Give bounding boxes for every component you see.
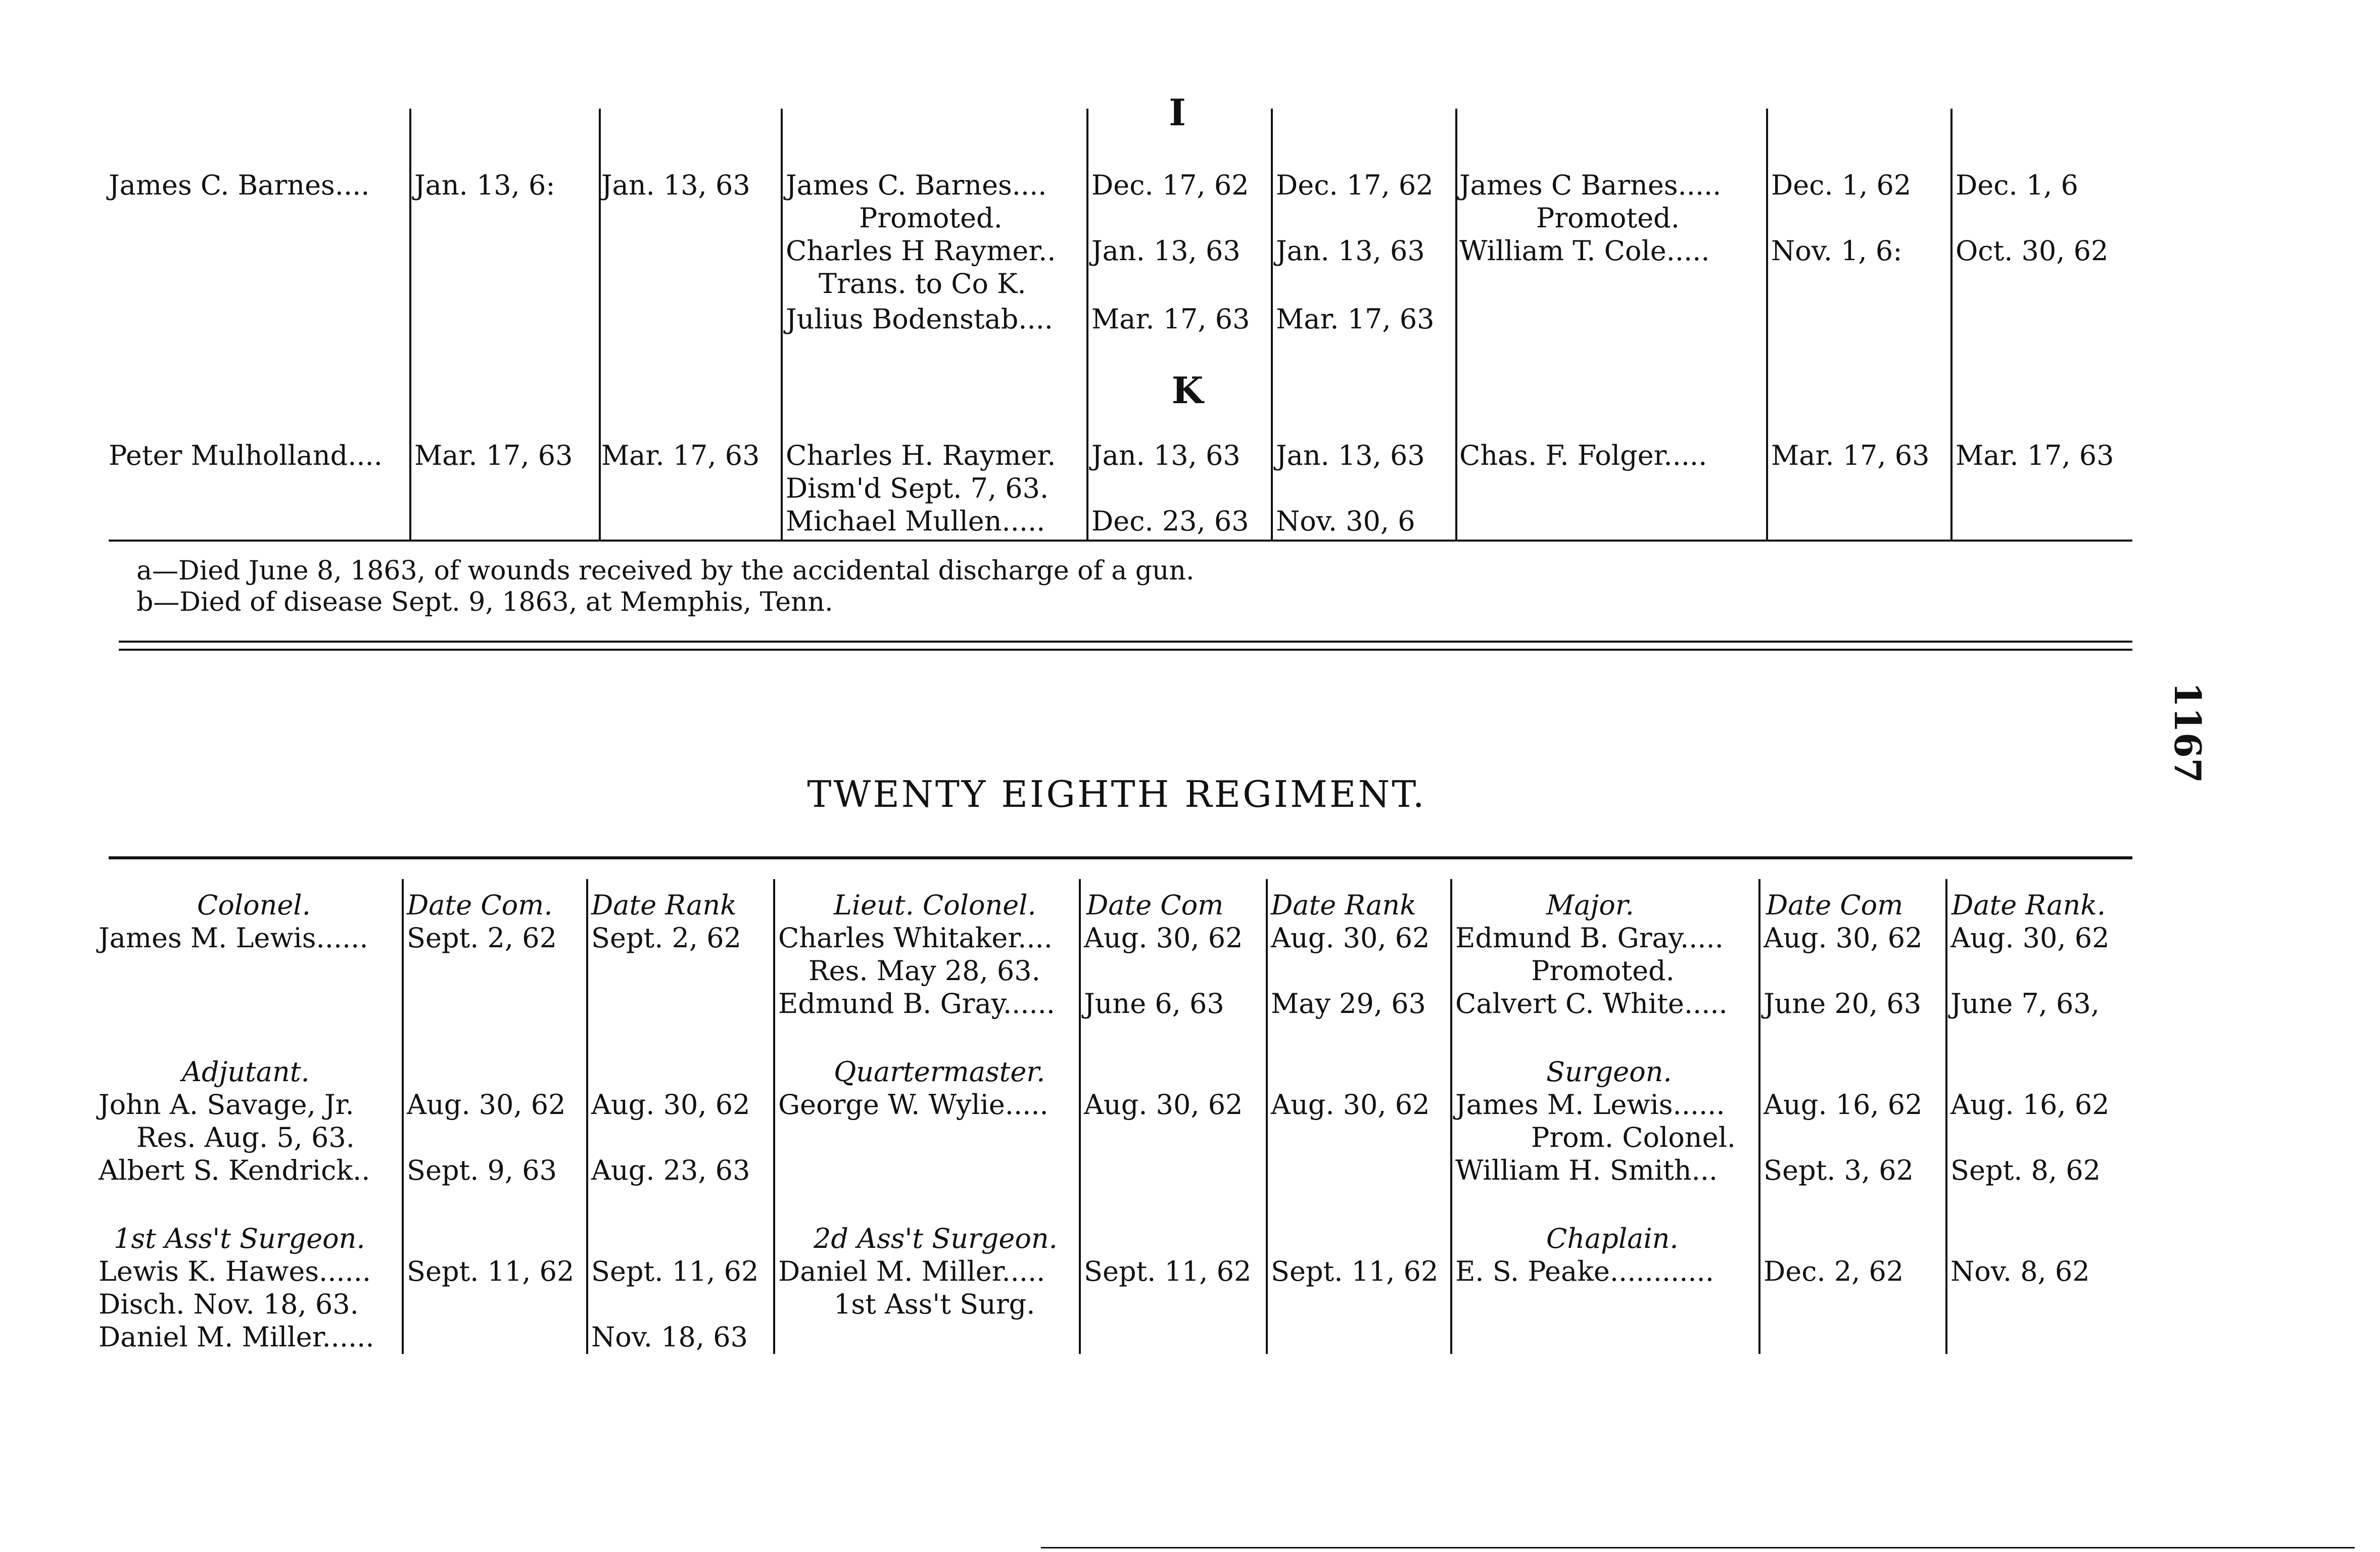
rule-vertical	[599, 109, 601, 541]
column-header-date-rank: Date Rank	[1271, 889, 1416, 921]
table-cell: Nov. 8, 62	[1950, 1255, 2090, 1287]
rule-vertical	[1086, 109, 1088, 541]
table-cell: Dec. 1, 62	[1771, 169, 1912, 201]
table-cell: Dec. 1, 6	[1956, 169, 2078, 201]
table-cell: Promoted.	[1531, 955, 1675, 987]
rule-vertical	[773, 879, 775, 1354]
table-cell: Dism'd Sept. 7, 63.	[786, 472, 1049, 504]
table-cell: Aug. 30, 62	[407, 1089, 566, 1121]
rule-vertical	[402, 879, 404, 1354]
table-cell: 1st Ass't Surg.	[834, 1288, 1035, 1320]
column-header-colonel: Colonel.	[197, 889, 311, 921]
table-cell: Disch. Nov. 18, 63.	[99, 1288, 359, 1320]
table-cell: Chas. F. Folger.....	[1459, 440, 1707, 471]
table-cell: Aug. 23, 63	[591, 1154, 750, 1186]
table-cell: William H. Smith...	[1455, 1154, 1718, 1186]
table-cell: Daniel M. Miller......	[99, 1321, 374, 1353]
table-cell: Sept. 11, 62	[1271, 1255, 1439, 1287]
table-cell: Dec. 2, 62	[1764, 1255, 1904, 1287]
table-cell: Mar. 17, 63	[1276, 303, 1435, 335]
section-title-adjutant: Adjutant.	[182, 1056, 310, 1088]
rule-double-bottom	[119, 649, 2132, 651]
table-cell: Aug. 30, 62	[1764, 922, 1923, 954]
section-title-surgeon: Surgeon.	[1546, 1056, 1672, 1088]
table-cell: Sept. 3, 62	[1764, 1154, 1914, 1186]
table-cell: Aug. 16, 62	[1764, 1089, 1923, 1121]
table-cell: James C. Barnes....	[786, 169, 1047, 201]
table-cell: Jan. 13, 63	[1276, 235, 1425, 267]
table-cell: Mar. 17, 63	[1091, 303, 1250, 335]
table-cell: Charles H Raymer..	[786, 235, 1056, 267]
table-cell: Lewis K. Hawes......	[99, 1255, 371, 1287]
column-header-date-com: Date Com	[1086, 889, 1224, 921]
company-letter-k: K	[1171, 369, 1204, 412]
table-cell: Dec. 23, 63	[1091, 505, 1249, 537]
rule-vertical	[409, 109, 411, 541]
rule-vertical	[781, 109, 783, 541]
table-cell: Nov. 18, 63	[591, 1321, 748, 1353]
table-cell: Peter Mulholland....	[109, 440, 383, 471]
rule-horizontal	[109, 540, 2132, 542]
table-cell: Jan. 13, 6:	[414, 169, 555, 201]
table-cell: Nov. 1, 6:	[1771, 235, 1902, 267]
rule-vertical	[1266, 879, 1268, 1354]
table-cell: James M. Lewis......	[1455, 1089, 1725, 1121]
table-cell: Sept. 8, 62	[1950, 1154, 2101, 1186]
table-cell: Jan. 13, 63	[1091, 440, 1241, 471]
rule-vertical	[1766, 109, 1768, 541]
table-cell: Sept. 11, 62	[407, 1255, 575, 1287]
company-letter-i: I	[1169, 91, 1186, 134]
page-number: 1167	[2166, 682, 2210, 784]
column-header-date-com: Date Com	[1766, 889, 1903, 921]
rule-vertical	[1945, 879, 1947, 1354]
table-cell: Sept. 11, 62	[1084, 1255, 1252, 1287]
section-title-2d-asst-surgeon: 2d Ass't Surgeon.	[814, 1223, 1058, 1254]
table-cell: June 20, 63	[1764, 988, 1922, 1020]
rule-vertical	[1950, 109, 1953, 541]
table-cell: Promoted.	[859, 202, 1003, 234]
table-cell: June 7, 63,	[1950, 988, 2100, 1020]
table-cell: John A. Savage, Jr.	[99, 1089, 354, 1121]
table-cell: Sept. 9, 63	[407, 1154, 557, 1186]
table-cell: Aug. 30, 62	[1084, 922, 1243, 954]
table-cell: Julius Bodenstab....	[786, 303, 1053, 335]
column-header-lieut-colonel: Lieut. Colonel.	[834, 889, 1036, 921]
table-cell: James C Barnes.....	[1459, 169, 1722, 201]
table-cell: Aug. 30, 62	[1084, 1089, 1243, 1121]
table-cell: Prom. Colonel.	[1531, 1122, 1736, 1153]
table-cell: George W. Wylie.....	[778, 1089, 1049, 1121]
table-cell: Mar. 17, 63	[601, 440, 760, 471]
table-cell: Jan. 13, 63	[1276, 440, 1425, 471]
table-cell: Albert S. Kendrick..	[99, 1154, 370, 1186]
rule-horizontal	[109, 856, 2132, 859]
rule-vertical	[1758, 879, 1760, 1354]
table-cell: Charles H. Raymer.	[786, 440, 1056, 471]
column-header-date-com: Date Com.	[407, 889, 553, 921]
table-cell: Dec. 17, 62	[1276, 169, 1434, 201]
table-cell: Aug. 30, 62	[1271, 1089, 1430, 1121]
table-cell: Aug. 16, 62	[1950, 1089, 2110, 1121]
table-cell: Oct. 30, 62	[1956, 235, 2109, 267]
table-cell: Nov. 30, 6	[1276, 505, 1415, 537]
table-cell: E. S. Peake............	[1455, 1255, 1714, 1287]
section-title-chaplain: Chaplain.	[1546, 1223, 1679, 1254]
section-title-1st-asst-surgeon: 1st Ass't Surgeon.	[114, 1223, 365, 1254]
table-cell: James C. Barnes....	[109, 169, 370, 201]
table-cell: June 6, 63	[1084, 988, 1224, 1020]
column-header-date-rank: Date Rank	[591, 889, 737, 921]
table-cell: Mar. 17, 63	[1956, 440, 2114, 471]
table-cell: Aug. 30, 62	[1950, 922, 2110, 954]
table-cell: Sept. 2, 62	[407, 922, 557, 954]
table-cell: Aug. 30, 62	[1271, 922, 1430, 954]
table-cell: May 29, 63	[1271, 988, 1426, 1020]
table-cell: Daniel M. Miller.....	[778, 1255, 1045, 1287]
rule-vertical	[586, 879, 588, 1354]
table-cell: William T. Cole.....	[1459, 235, 1710, 267]
table-cell: Aug. 30, 62	[591, 1089, 750, 1121]
table-cell: Edmund B. Gray.....	[1455, 922, 1724, 954]
table-cell: Michael Mullen.....	[786, 505, 1045, 537]
rule-vertical	[1450, 879, 1452, 1354]
rule-vertical	[1079, 879, 1081, 1354]
table-cell: Dec. 17, 62	[1091, 169, 1249, 201]
rule-bottom-edge	[1041, 1547, 2355, 1548]
table-cell: Calvert C. White.....	[1455, 988, 1728, 1020]
table-cell: Promoted.	[1536, 202, 1680, 234]
table-cell: Res. Aug. 5, 63.	[136, 1122, 355, 1153]
table-cell: Mar. 17, 63	[1771, 440, 1930, 471]
regiment-title: TWENTY EIGHTH REGIMENT.	[807, 773, 1426, 815]
table-cell: Jan. 13, 63	[601, 169, 750, 201]
rule-double-top	[119, 641, 2132, 643]
table-cell: James M. Lewis......	[99, 922, 368, 954]
table-cell: Mar. 17, 63	[414, 440, 573, 471]
table-cell: Sept. 11, 62	[591, 1255, 759, 1287]
table-cell: Trans. to Co K.	[819, 268, 1026, 300]
table-cell: Jan. 13, 63	[1091, 235, 1241, 267]
footnote: a—Died June 8, 1863, of wounds received by the accidental discharge of a gun.	[136, 556, 1195, 586]
footnote: b—Died of disease Sept. 9, 1863, at Memphis, Tenn.	[136, 587, 833, 617]
column-header-major: Major.	[1546, 889, 1634, 921]
rule-vertical	[1455, 109, 1457, 541]
table-cell: Edmund B. Gray......	[778, 988, 1055, 1020]
column-header-date-rank: Date Rank.	[1951, 889, 2106, 921]
table-cell: Charles Whitaker....	[778, 922, 1053, 954]
section-title-quartermaster: Quartermaster.	[834, 1056, 1045, 1088]
table-cell: Res. May 28, 63.	[808, 955, 1040, 987]
rule-vertical	[1271, 109, 1273, 541]
table-cell: Sept. 2, 62	[591, 922, 741, 954]
